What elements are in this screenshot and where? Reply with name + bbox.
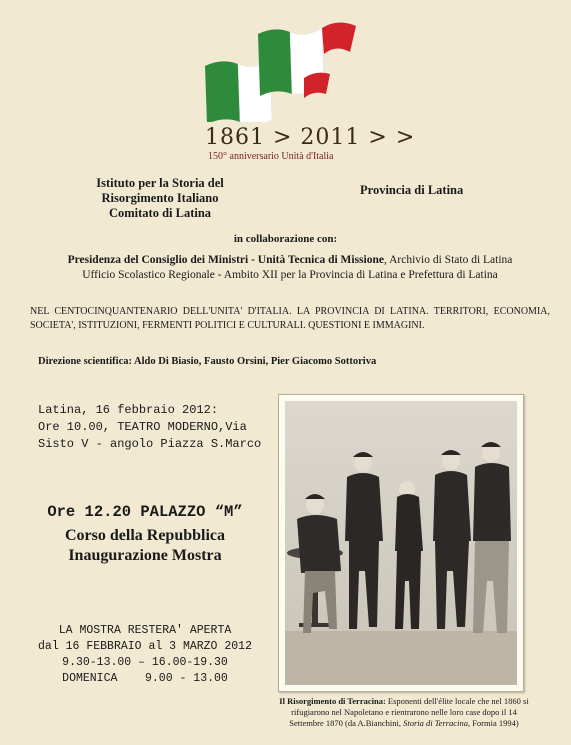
institute-line: Istituto per la Storia del <box>96 176 224 190</box>
collaboration-intro: in collaborazione con: <box>233 233 338 245</box>
caption-text-end: , Formia 1994) <box>467 718 519 728</box>
main-event-time: Ore 12.20 PALAZZO “M” <box>47 503 243 521</box>
event-line: Latina, 16 febbraio 2012: <box>38 403 219 417</box>
event-line: Sisto V - angolo Piazza S.Marco <box>38 437 262 451</box>
event-line: Ore 10.00, TEATRO MODERNO,Via <box>38 420 247 434</box>
caption-book-title: Storia di Terracina <box>403 718 468 728</box>
exhibition-line: dal 16 FEBBRAIO al 3 MARZO 2012 <box>38 640 252 653</box>
photo-caption <box>276 696 532 729</box>
caption-text: Esponenti dell'élite locale che nel 1860 si rifugiarono nel Napoletano e rientrarono nelle loro case dopo il 14 Settembre 1870 (da A.Bianchini, <box>289 696 529 728</box>
exhibition-line: LA MOSTRA RESTERA' APERTA <box>58 624 232 637</box>
institute-line: Risorgimento Italiano <box>101 191 219 205</box>
institute-block <box>60 176 260 221</box>
partner-presidency: Presidenza del Consiglio dei Ministri - Unità Tecnica di Missione <box>67 254 384 266</box>
partners-line-2: Ufficio Scolastico Regionale - Ambito XII per la Provincia di Latina e Prefettura di Latina <box>82 269 498 281</box>
centenary-statement: NEL CENTOCINQUANTENARIO DELL'UNITA' D'ITALIA. LA PROVINCIA DI LATINA. TERRITORI, ECONOMIA, SOCIETA', ISTITUZIONI, FERMENTI POLITICI E CULTURALI. QUESTIONI E IMMAGINI. <box>30 306 550 331</box>
main-event-info <box>20 526 270 566</box>
years-title: 1861 > 2011 > > <box>205 125 416 150</box>
institute-line: Comitato di Latina <box>108 206 212 220</box>
main-event-title: Inaugurazione Mostra <box>68 547 222 564</box>
partner-archive: , Archivio di Stato di Latina <box>383 254 513 266</box>
anniversary-subtitle: 150° anniversario Unità d'Italia <box>208 151 334 162</box>
caption-title: Il Risorgimento di Terracina: <box>279 696 386 706</box>
event-details <box>38 402 261 453</box>
exhibition-hours <box>20 623 270 687</box>
historical-photo <box>278 394 524 692</box>
italian-flags-logo <box>200 14 360 122</box>
partners-block <box>30 253 550 283</box>
main-event-address: Corso della Repubblica <box>64 527 225 544</box>
province-label: Provincia di Latina <box>360 183 464 197</box>
exhibition-line: 9.30-13.00 – 16.00-19.30 <box>62 656 228 669</box>
exhibition-line: DOMENICA 9.00 - 13.00 <box>62 672 228 685</box>
partners-line-1 <box>30 253 550 268</box>
scientific-direction: Direzione scientifica: Aldo Di Biasio, Fausto Orsini, Pier Giacomo Sottoriva <box>38 356 377 367</box>
group-portrait-image <box>285 401 517 685</box>
